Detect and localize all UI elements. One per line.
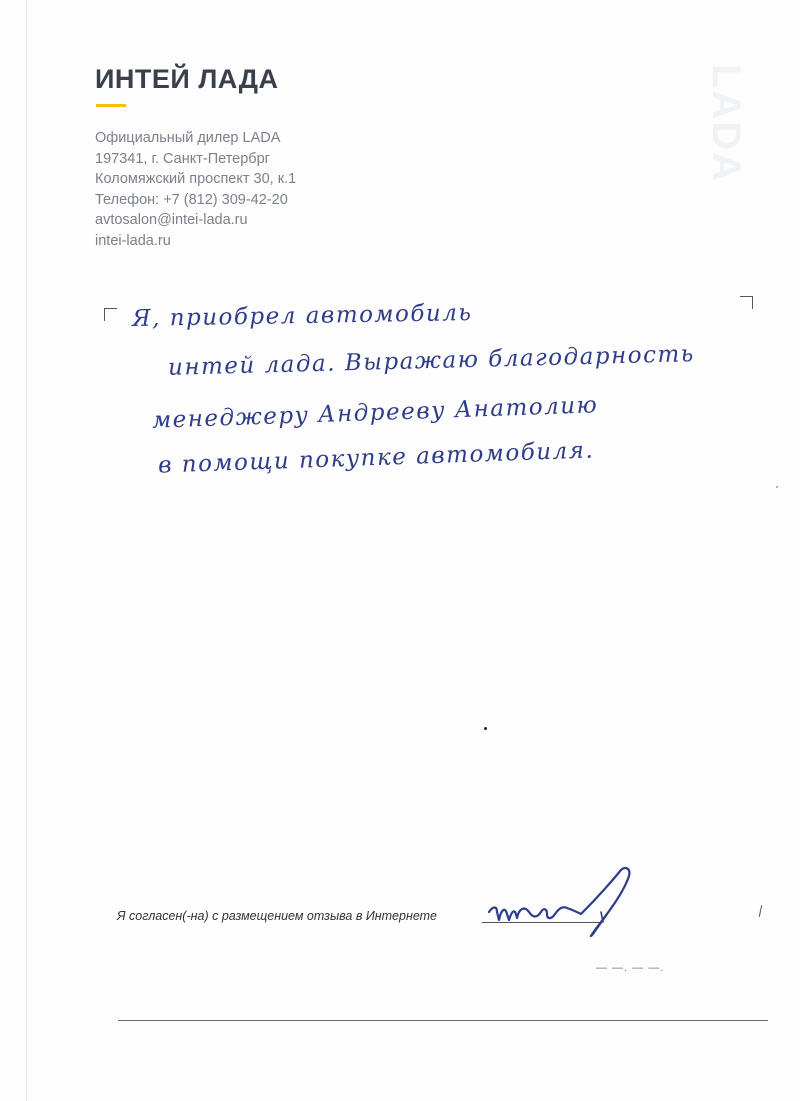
lada-watermark — [704, 48, 749, 198]
watermark-text: LADA — [704, 63, 749, 183]
street-line: Коломяжский проспект 30, к.1 — [95, 171, 297, 187]
footer-rule — [118, 1020, 768, 1021]
brand-name: ИНТЕЙ ЛАДА — [95, 64, 279, 94]
margin-tick — [759, 905, 762, 917]
consent-statement: Я согласен(-на) с размещением отзыва в Интернете — [117, 909, 438, 923]
scan-edge — [26, 0, 27, 1101]
handwritten-line: Я, приобрел автомобиль — [131, 300, 473, 332]
handwritten-line: в помощи покупке автомобиля. — [157, 437, 595, 479]
scan-speck — [484, 727, 487, 730]
website-line: intei-lada.ru — [95, 232, 171, 249]
scan-speck — [776, 486, 778, 488]
handwritten-line: менеджеру Андрееву Анатолию — [151, 392, 599, 434]
signature-stroke — [489, 868, 629, 936]
phone-line: Телефон: +7 (812) 309-42-20 — [95, 191, 288, 208]
date-dashes: — —. — —. — [596, 962, 665, 974]
address-line: 197341, г. Санкт-Петербрг — [95, 150, 270, 167]
dealer-contact-block — [95, 128, 296, 251]
brand-accent-bar — [96, 104, 126, 107]
email-line: avtosalon@intei-lada.ru — [95, 212, 248, 228]
handwritten-line: интей лада. Выражаю благодарность — [167, 341, 696, 381]
handwritten-signature — [485, 862, 645, 942]
dealer-line: Официальный дилер LADA — [95, 130, 281, 146]
corner-mark-top-left — [104, 308, 117, 321]
corner-mark-top-right — [740, 296, 753, 309]
